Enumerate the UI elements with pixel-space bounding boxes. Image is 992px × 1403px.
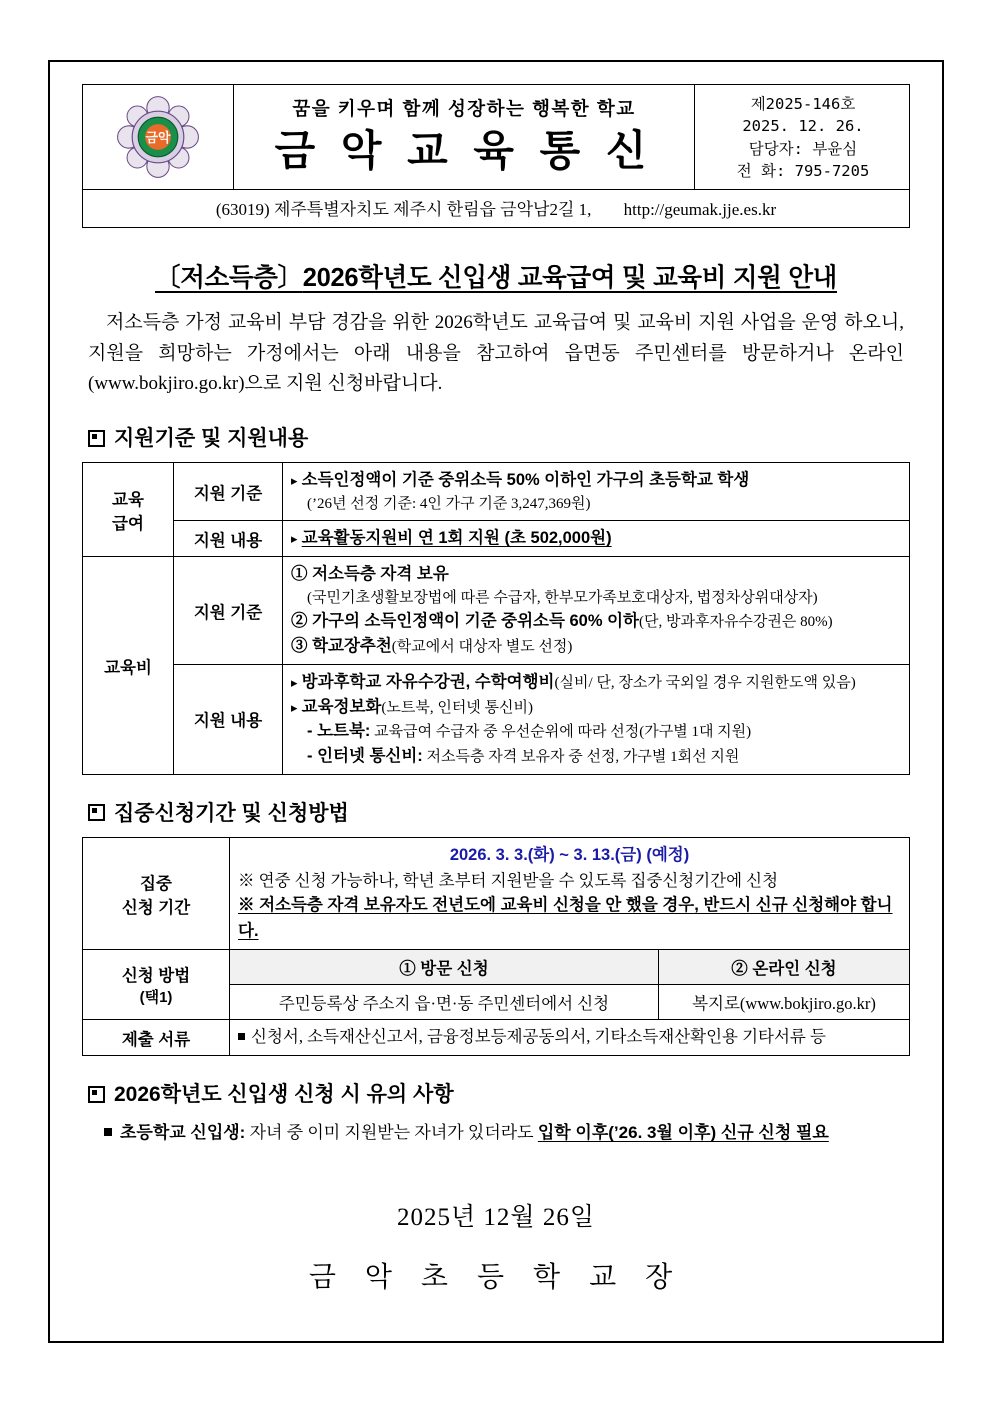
content-item-2-sub: (노트북, 인터넷 통신비)	[381, 699, 534, 716]
table-row	[83, 837, 910, 949]
school-url[interactable]: http://geumak.jje.es.kr	[623, 199, 777, 219]
letterhead	[82, 84, 910, 228]
period-note-2: ※ 저소득층 자격 보유자도 전년도에 교육비 신청을 안 했을 경우, 반드시 신규 신청해야 합니다.	[238, 896, 893, 940]
document-meta	[695, 85, 909, 189]
criteria-label-2: 지원 기준	[174, 557, 283, 665]
content-item-4: - 인터넷 통신비:	[307, 747, 423, 766]
support-criteria-table	[82, 462, 910, 775]
period-note-1: ※ 연중 신청 가능하나, 학년 초부터 지원받을 수 있도록 집중신청기간에 신청	[238, 870, 779, 890]
document-phone: 전 화: 795-7205	[736, 162, 870, 181]
table-row	[83, 521, 910, 557]
document-date: 2025. 12. 26.	[742, 117, 864, 136]
square-bullet-icon	[88, 1086, 105, 1103]
filled-square-bullet-icon	[104, 1128, 112, 1136]
footer-signature: 금 악 초 등 학 교 장	[308, 1262, 684, 1294]
table-row	[83, 1020, 910, 1056]
document-officer: 담당자: 부윤심	[748, 139, 858, 158]
method-label-text: 신청 방법	[121, 967, 191, 986]
method1-value: 주민등록상 주소지 읍·면·동 주민센터에서 신청	[230, 985, 659, 1020]
square-bullet-icon	[88, 430, 105, 447]
criteria-content: ▸ 소득인정액이 기준 중위소득 50% 이하인 가구의 초등학교 학생 (’26년 선정 기준: 4인 가구 기준 3,247,369원)	[283, 463, 910, 521]
footer-date: 2025년 12월 26일	[397, 1204, 595, 1232]
method2-header: ② 온라인 신청	[658, 950, 909, 985]
section2-heading-label: 집중신청기간 및 신청방법	[114, 801, 349, 825]
content-line1: 교육활동지원비 연 1회 지원 (초 502,000원)	[301, 529, 612, 548]
table-row	[83, 950, 910, 985]
docs-value: 신청서, 소득재산신고서, 금융정보등제공동의서, 기타소득재산확인용 기타서류 등	[251, 1027, 826, 1047]
page-title-prefix: 〔저소득층〕	[155, 263, 303, 292]
section3-heading	[88, 1078, 910, 1108]
section3-item	[104, 1118, 910, 1143]
content-item-2: 교육정보화	[301, 697, 382, 716]
page-title-main: 2026학년도 신입생 교육급여 및 교육비 지원 안내	[302, 263, 837, 292]
section2-heading	[88, 797, 910, 827]
page-title	[82, 258, 910, 294]
row-label-edu-fee: 교육비	[83, 557, 174, 775]
section1-heading	[88, 422, 910, 452]
content-item-3-sub: 교육급여 수급자 중 우선순위에 따라 선정(가구별 1대 지원)	[370, 724, 752, 741]
content-item-4-sub: 저소득층 자격 보유자 중 선정, 가구별 1회선 지원	[422, 749, 740, 766]
school-emblem-icon	[115, 94, 201, 180]
content-label-2: 지원 내용	[174, 664, 283, 774]
criteria-item-2: ② 가구의 소득인정액이 기준 중위소득 60% 이하	[291, 612, 639, 631]
document-number: 제2025-146호	[750, 95, 856, 113]
method-label	[83, 950, 230, 1020]
school-slogan: 꿈을 키우며 함께 성장하는 행복한 학교	[292, 98, 636, 119]
criteria-item-2-sub: (단, 방과후자유수강권은 80%)	[639, 614, 833, 631]
period-label: 집중 신청 기간	[83, 837, 230, 949]
docs-label: 제출 서류	[83, 1020, 230, 1056]
period-value: 2026. 3. 3.(화) ~ 3. 13.(금) (예정)	[449, 845, 690, 864]
section3-item-emphasis: 입학 이후(’26. 3월 이후) 신규 신청 필요	[537, 1123, 829, 1143]
school-address: (63019) 제주특별자치도 제주시 한림읍 금악남2길 1,	[215, 199, 592, 219]
method1-header: ① 방문 신청	[230, 950, 659, 985]
section1-heading-label: 지원기준 및 지원내용	[114, 427, 309, 451]
school-address-bar	[83, 189, 909, 227]
method2-value[interactable]: 복지로(www.bokjiro.go.kr)	[658, 985, 909, 1020]
section3-item-label: 초등학교 신입생:	[120, 1123, 246, 1143]
docs-value-cell	[230, 1020, 910, 1056]
content-label: 지원 내용	[174, 521, 283, 557]
newsletter-title: 금 악 교 육 통 신	[274, 127, 654, 174]
content-content: ▸ 교육활동지원비 연 1회 지원 (초 502,000원)	[283, 521, 910, 557]
table-row	[83, 664, 910, 774]
row-label-edu-benefit: 교육 급여	[83, 463, 174, 557]
table-row	[83, 463, 910, 521]
criteria-line2: (’26년 선정 기준: 4인 가구 기준 3,247,369원)	[307, 495, 591, 512]
criteria-item-1-sub: (국민기초생활보장법에 따른 수급자, 한부모가족보호대상자, 법정차상위대상자)	[307, 589, 818, 606]
criteria-item-3: ③ 학교장추천	[291, 637, 392, 656]
method-label-sub: (택1)	[139, 989, 173, 1007]
application-table	[82, 837, 910, 1056]
content-item-1: 방과후학교 자유수강권, 수학여행비	[301, 672, 555, 691]
school-emblem-cell	[83, 85, 234, 189]
criteria-item-1: ① 저소득층 자격 보유	[291, 565, 449, 584]
content-item-3: - 노트북:	[307, 722, 371, 741]
intro-paragraph: 저소득층 가정 교육비 부담 경감을 위한 2026학년도 교육급여 및 교육비 지원 사업을 운영 하오니, 지원을 희망하는 가정에서는 아래 내용을 참고하여 읍면동 주민센터를 방문하거나 온라인(www.bokjiro.go.kr)으로 지원 신청바랍니다.	[88, 311, 904, 395]
section3-item-text: 자녀 중 이미 지원받는 자녀가 있더라도	[245, 1123, 538, 1143]
content-content-2: ▸ 방과후학교 자유수강권, 수학여행비(실비/ 단, 장소가 국외일 경우 지원한도액 있음) ▸ 교육정보화(노트북, 인터넷 통신비) - 노트북: 교육급여 수급자 중 우선순위에 따라 선정(가구별 1대 지원) - 인터넷 통신비: 저소득층 자격 보유자 중 선정, 가구별 1회선 지원	[283, 664, 910, 774]
content-item-1-sub: (실비/ 단, 장소가 국외일 경우 지원한도액 있음)	[554, 674, 856, 691]
square-bullet-icon	[88, 804, 105, 821]
table-row	[83, 557, 910, 665]
emblem-label: 금악	[145, 130, 171, 146]
criteria-line1: 소득인정액이 기준 중위소득 50% 이하인 가구의 초등학교 학생	[301, 471, 750, 490]
period-content	[230, 837, 910, 949]
criteria-content-2	[283, 557, 910, 665]
criteria-label: 지원 기준	[174, 463, 283, 521]
section3-heading-label: 2026학년도 신입생 신청 시 유의 사항	[114, 1083, 454, 1107]
criteria-item-3-sub: (학교에서 대상자 별도 선정)	[391, 639, 573, 656]
document-page	[48, 60, 944, 1343]
